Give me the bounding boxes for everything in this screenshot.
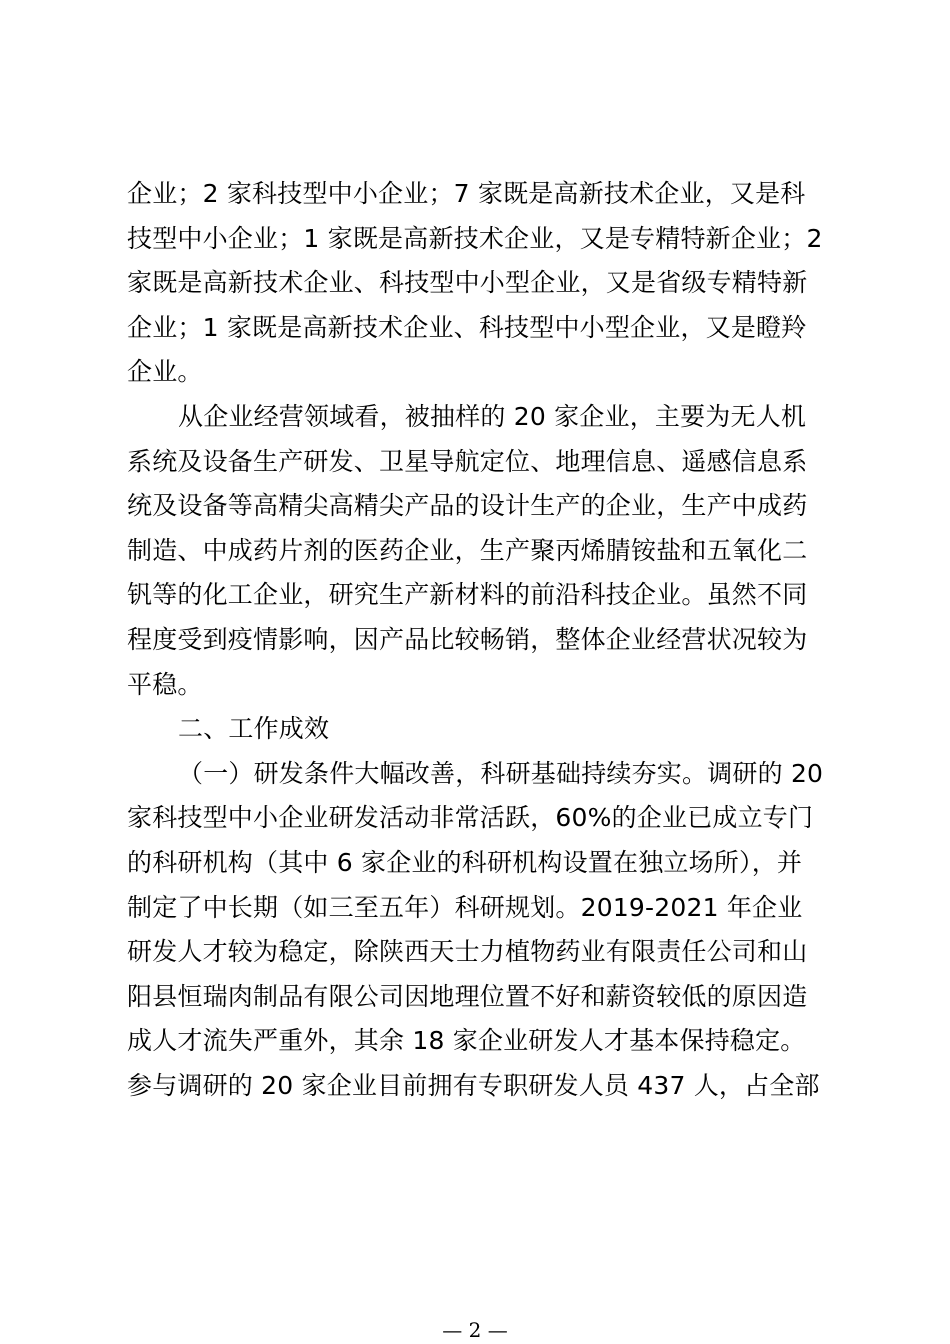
text-line: 钒等的化工企业，研究生产新材料的前沿科技企业。虽然不同 xyxy=(127,580,808,610)
text-line: 平稳。 xyxy=(127,669,203,699)
paragraph-first-line: （一）研发条件大幅改善，科研基础持续夯实。调研的 20 xyxy=(178,758,824,788)
text-line: 系统及设备生产研发、卫星导航定位、地理信息、遥感信息系 xyxy=(127,446,808,476)
text-line: 成人才流失严重外，其余 18 家企业研发人才基本保持稳定。 xyxy=(127,1026,806,1056)
text-line: 的科研机构（其中 6 家企业的科研机构设置在独立场所），并 xyxy=(127,847,803,877)
text-line: 技型中小企业；1 家既是高新技术企业，又是专精特新企业；2 xyxy=(127,223,823,253)
text-line: 企业；1 家既是高新技术企业、科技型中小型企业，又是瞪羚 xyxy=(127,312,807,342)
text-line: 研发人才较为稳定，除陕西天士力植物药业有限责任公司和山 xyxy=(127,937,808,967)
text-line: 家科技型中小企业研发活动非常活跃，60%的企业已成立专门 xyxy=(127,803,814,833)
section-heading: 二、工作成效 xyxy=(178,714,330,744)
page-number: — 2 — xyxy=(442,1318,508,1342)
text-line: 程度受到疫情影响，因产品比较畅销，整体企业经营状况较为 xyxy=(127,624,808,654)
text-line: 企业；2 家科技型中小企业；7 家既是高新技术企业，又是科 xyxy=(127,179,806,208)
text-line: 阳县恒瑞肉制品有限公司因地理位置不好和薪资较低的原因造 xyxy=(127,981,808,1011)
text-line: 家既是高新技术企业、科技型中小型企业，又是省级专精特新 xyxy=(127,268,808,298)
text-line: 企业。 xyxy=(127,357,203,387)
paragraph-first-line: 从企业经营领域看，被抽样的 20 家企业，主要为无人机 xyxy=(178,401,807,431)
text-line: 制定了中长期（如三至五年）科研规划。2019-2021 年企业 xyxy=(127,892,803,922)
text-line: 统及设备等高精尖高精尖产品的设计生产的企业，生产中成药 xyxy=(127,491,808,521)
body-text xyxy=(127,172,827,1108)
text-line: 参与调研的 20 家企业目前拥有专职研发人员 437 人，占全部 xyxy=(127,1070,820,1100)
text-line: 制造、中成药片剂的医药企业，生产聚丙烯腈铵盐和五氧化二 xyxy=(127,535,808,565)
